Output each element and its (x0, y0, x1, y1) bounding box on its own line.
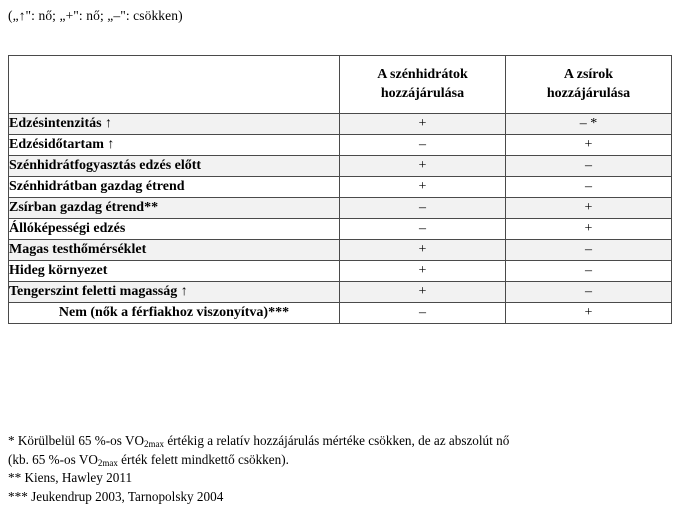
footnote-1-pre: * Körülbelül 65 %-os VO (8, 433, 145, 448)
row-label: Állóképességi edzés (9, 219, 340, 240)
footnotes (8, 432, 674, 507)
row-fat-value: – * (506, 114, 672, 135)
row-carb-value: + (340, 282, 506, 303)
row-fat-value: + (506, 219, 672, 240)
row-fat-value: – (506, 282, 672, 303)
row-carb-value: + (340, 156, 506, 177)
header-cell-fats (506, 56, 672, 114)
row-label: Edzésidőtartam ↑ (9, 135, 340, 156)
footnote-1-sub: 2max (144, 439, 165, 449)
footnote-line-3: ** Kiens, Hawley 2011 (8, 470, 133, 486)
row-label: Szénhidrátban gazdag étrend (9, 177, 340, 198)
data-table-container (8, 55, 671, 324)
row-carb-value: + (340, 114, 506, 135)
table-row (9, 303, 672, 324)
row-fat-value: – (506, 240, 672, 261)
footnote-line-4: *** Jeukendrup 2003, Tarnopolsky 2004 (8, 489, 224, 505)
row-fat-value: + (506, 198, 672, 219)
row-label: Edzésintenzitás ↑ (9, 114, 340, 135)
table-header-row (9, 56, 672, 114)
row-carb-value: + (340, 240, 506, 261)
footnote-line-1 (8, 432, 674, 451)
footnote-line-2 (8, 451, 674, 470)
footnote-2-pre: (kb. 65 %-os VO (8, 451, 98, 467)
table-row (9, 114, 672, 135)
row-label: Nem (nők a férfiakhoz viszonyítva)*** (9, 303, 340, 324)
row-carb-value: – (340, 219, 506, 240)
header-carb-line2: hozzájárulása (380, 85, 465, 101)
header-carb-line1: A szénhidrátok (377, 66, 468, 82)
row-fat-value: – (506, 156, 672, 177)
table-row (9, 261, 672, 282)
header-cell-carbohydrates (340, 56, 506, 114)
table-row (9, 198, 672, 219)
row-carb-value: – (340, 198, 506, 219)
header-fat-line2: hozzájárulása (546, 85, 631, 101)
contribution-table (8, 55, 672, 324)
header-fat-line1: A zsírok (563, 66, 614, 82)
row-carb-value: + (340, 177, 506, 198)
row-label: Magas testhőmérséklet (9, 240, 340, 261)
row-carb-value: + (340, 261, 506, 282)
row-fat-value: + (506, 303, 672, 324)
footnote-2-sub: 2max (97, 457, 118, 468)
row-fat-value: – (506, 261, 672, 282)
row-fat-value: – (506, 177, 672, 198)
row-label: Szénhidrátfogyasztás edzés előtt (9, 156, 340, 177)
table-row (9, 135, 672, 156)
header-cell-empty (9, 56, 340, 114)
legend-text: („↑": nő; „+": nő; „–": csökken) (8, 8, 183, 23)
row-fat-value: + (506, 135, 672, 156)
table-row (9, 177, 672, 198)
table-body (9, 114, 672, 324)
table-row (9, 282, 672, 303)
row-label: Hideg környezet (9, 261, 340, 282)
footnote-1-post: értékig a relatív hozzájárulás mértéke csökken, de az abszolút nő (164, 433, 510, 448)
table-row (9, 156, 672, 177)
row-carb-value: – (340, 303, 506, 324)
row-label: Tengerszint feletti magasság ↑ (9, 282, 340, 303)
table-row (9, 219, 672, 240)
row-carb-value: – (340, 135, 506, 156)
table-row (9, 240, 672, 261)
row-label: Zsírban gazdag étrend** (9, 198, 340, 219)
footnote-2-post: érték felett mindkettő csökken). (117, 451, 289, 467)
